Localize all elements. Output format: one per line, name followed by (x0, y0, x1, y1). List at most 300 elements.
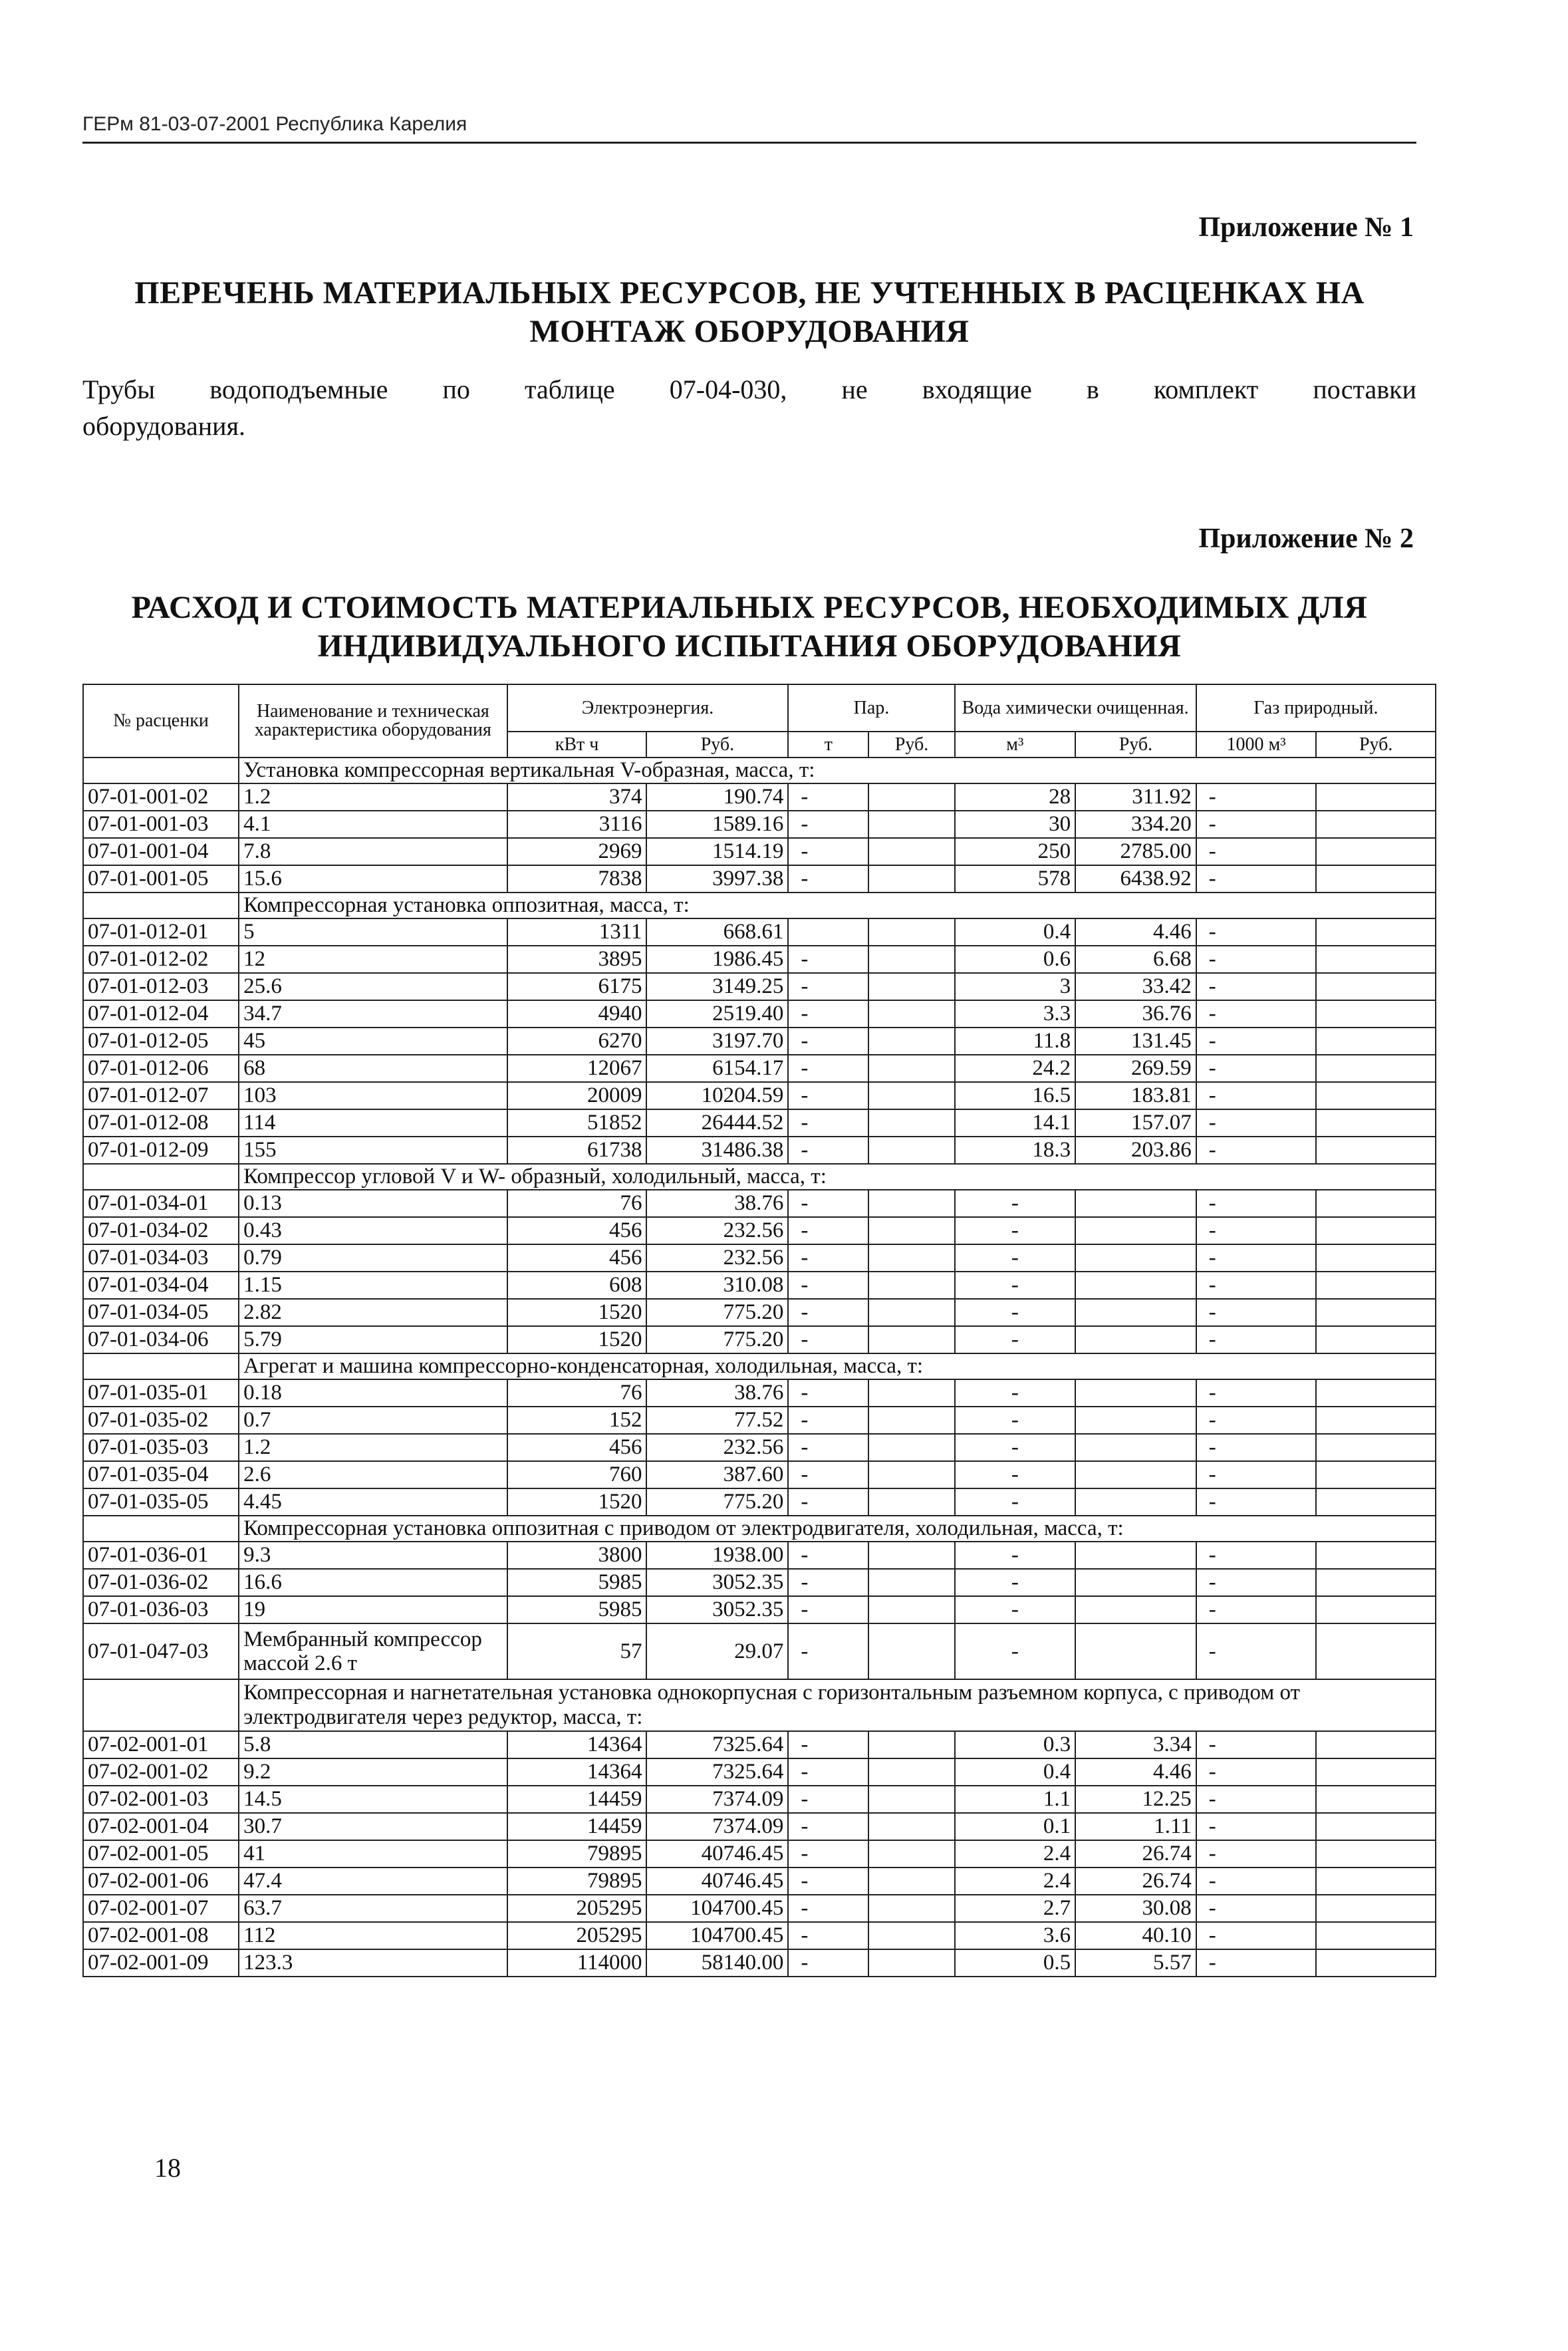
cell-gas-1000m3: - (1196, 1461, 1317, 1488)
cell-code: 07-01-034-03 (83, 1244, 239, 1272)
cell-steam-rub (868, 1000, 954, 1028)
cell-gas-rub (1316, 865, 1436, 893)
cell-water-rub: 269.59 (1075, 1055, 1196, 1082)
cell-name: 12 (239, 946, 507, 973)
cell-water-m3: 578 (955, 865, 1076, 893)
cell-water-m3: 0.6 (955, 946, 1076, 973)
cell-code: 07-02-001-09 (83, 1949, 239, 1977)
cell-electricity-rub: 3052.35 (646, 1596, 788, 1623)
cell-steam-rub (868, 1190, 954, 1217)
cell-water-m3: 2.4 (955, 1840, 1076, 1867)
cell-steam-rub (868, 865, 954, 893)
table-row (83, 1190, 1436, 1217)
cell-electricity-rub: 29.07 (646, 1623, 788, 1679)
unit-m3: м³ (955, 732, 1076, 758)
cell-gas-1000m3: - (1196, 1244, 1317, 1272)
cell-water-rub (1075, 1434, 1196, 1461)
cell-water-rub: 334.20 (1075, 811, 1196, 838)
cell-code: 07-01-012-09 (83, 1137, 239, 1164)
cell-gas-1000m3: - (1196, 838, 1317, 865)
table-row (83, 1949, 1436, 1977)
cell-electricity-rub: 31486.38 (646, 1137, 788, 1164)
cell-water-m3: 0.5 (955, 1949, 1076, 1977)
cell-water-rub: 2785.00 (1075, 838, 1196, 865)
cell-steam-rub (868, 1731, 954, 1758)
cell-water-rub: 26.74 (1075, 1867, 1196, 1895)
cell-steam-t: - (788, 783, 868, 811)
cell-water-m3: 0.1 (955, 1813, 1076, 1840)
cell-gas-1000m3: - (1196, 1867, 1317, 1895)
cell-water-m3: - (955, 1217, 1076, 1244)
cell-steam-rub (868, 1082, 954, 1109)
cell-steam-t (788, 918, 868, 946)
cell-gas-rub (1316, 1786, 1436, 1813)
cell-code: 07-01-035-01 (83, 1379, 239, 1407)
cell-steam-rub (868, 973, 954, 1000)
cell-gas-rub (1316, 1434, 1436, 1461)
cell-electricity-rub: 1986.45 (646, 946, 788, 973)
cell-code: 07-01-012-01 (83, 918, 239, 946)
cell-water-rub (1075, 1623, 1196, 1679)
cell-code: 07-02-001-05 (83, 1840, 239, 1867)
cell-kwh: 14459 (507, 1813, 647, 1840)
table-row (83, 1109, 1436, 1137)
group-code-cell (83, 758, 239, 783)
group-title: Компрессорная установка оппозитная с приводом от электродвигателя, холодильная, масса, т: (239, 1516, 1436, 1542)
cell-steam-rub (868, 1028, 954, 1055)
cell-gas-rub (1316, 783, 1436, 811)
cell-gas-1000m3: - (1196, 1000, 1317, 1028)
cell-name: 0.7 (239, 1407, 507, 1434)
paragraph-word: не (841, 374, 868, 404)
cell-code: 07-01-036-01 (83, 1542, 239, 1569)
cell-electricity-rub: 38.76 (646, 1379, 788, 1407)
cell-code: 07-01-034-05 (83, 1299, 239, 1326)
group-title: Агрегат и машина компрессорно-конденсаторная, холодильная, масса, т: (239, 1353, 1436, 1379)
cell-water-rub (1075, 1488, 1196, 1516)
cell-water-m3: 28 (955, 783, 1076, 811)
cell-water-m3: - (955, 1623, 1076, 1679)
cell-gas-rub (1316, 1949, 1436, 1977)
appendix-1-label: Приложение № 1 (1198, 212, 1414, 243)
cell-code: 07-01-034-06 (83, 1326, 239, 1353)
header-rule (82, 142, 1416, 144)
cell-name: 5.8 (239, 1731, 507, 1758)
cell-code: 07-01-012-07 (83, 1082, 239, 1109)
cell-water-m3: - (955, 1461, 1076, 1488)
cell-code: 07-01-012-03 (83, 973, 239, 1000)
cell-steam-t: - (788, 1000, 868, 1028)
cell-code: 07-01-012-02 (83, 946, 239, 973)
table-row (83, 1379, 1436, 1407)
cell-gas-rub (1316, 1272, 1436, 1299)
cell-name: 9.3 (239, 1542, 507, 1569)
cell-water-rub (1075, 1379, 1196, 1407)
group-code-cell (83, 1679, 239, 1731)
cell-gas-1000m3: - (1196, 918, 1317, 946)
cell-gas-rub (1316, 1407, 1436, 1434)
cell-steam-rub (868, 1922, 954, 1949)
cell-steam-t: - (788, 1840, 868, 1867)
cell-gas-1000m3: - (1196, 1299, 1317, 1326)
cell-steam-rub (868, 1055, 954, 1082)
cell-electricity-rub: 310.08 (646, 1272, 788, 1299)
cell-name: 16.6 (239, 1569, 507, 1596)
cell-electricity-rub: 3197.70 (646, 1028, 788, 1055)
cell-kwh: 76 (507, 1379, 647, 1407)
cell-kwh: 79895 (507, 1840, 647, 1867)
cell-steam-rub (868, 1569, 954, 1596)
cell-steam-t: - (788, 1137, 868, 1164)
appendix-2-label: Приложение № 2 (1198, 523, 1414, 554)
unit-t: т (788, 732, 868, 758)
paragraph-word: по (442, 374, 470, 404)
cell-name: 5 (239, 918, 507, 946)
cell-steam-t: - (788, 865, 868, 893)
cell-steam-rub (868, 1379, 954, 1407)
cell-steam-t: - (788, 1542, 868, 1569)
cell-steam-t: - (788, 1028, 868, 1055)
cell-steam-rub (868, 1299, 954, 1326)
cell-gas-1000m3: - (1196, 1028, 1317, 1055)
cell-steam-rub (868, 918, 954, 946)
cell-water-rub (1075, 1596, 1196, 1623)
cell-name: 5.79 (239, 1326, 507, 1353)
table-row (83, 946, 1436, 973)
cell-electricity-rub: 6154.17 (646, 1055, 788, 1082)
cell-gas-rub (1316, 1055, 1436, 1082)
cell-code: 07-02-001-06 (83, 1867, 239, 1895)
cell-water-rub: 1.11 (1075, 1813, 1196, 1840)
cell-code: 07-01-012-04 (83, 1000, 239, 1028)
table-row (83, 1542, 1436, 1569)
cell-kwh: 57 (507, 1623, 647, 1679)
cell-name: 47.4 (239, 1867, 507, 1895)
cell-steam-rub (868, 811, 954, 838)
unit-rub-water: Руб. (1075, 732, 1196, 758)
cell-steam-rub (868, 1623, 954, 1679)
cell-water-rub: 4.46 (1075, 918, 1196, 946)
cell-name: 114 (239, 1109, 507, 1137)
cell-gas-rub (1316, 1758, 1436, 1786)
cell-electricity-rub: 387.60 (646, 1461, 788, 1488)
table-row (83, 838, 1436, 865)
cell-water-rub (1075, 1461, 1196, 1488)
cell-gas-1000m3: - (1196, 1434, 1317, 1461)
cell-kwh: 3895 (507, 946, 647, 973)
group-code-cell (83, 1516, 239, 1542)
cell-steam-rub (868, 1786, 954, 1813)
cell-gas-1000m3: - (1196, 1922, 1317, 1949)
cell-water-m3: 0.3 (955, 1731, 1076, 1758)
cell-gas-rub (1316, 1299, 1436, 1326)
group-header-row (83, 1679, 1436, 1731)
group-header-row (83, 1516, 1436, 1542)
table-row (83, 1786, 1436, 1813)
col-electricity-header: Электроэнергия. (507, 684, 789, 732)
cell-water-m3: - (955, 1407, 1076, 1434)
cell-name: 68 (239, 1055, 507, 1082)
cell-steam-rub (868, 1434, 954, 1461)
cell-steam-rub (868, 783, 954, 811)
group-title: Компрессорная и нагнетательная установка однокорпусная с горизонтальным разъемном корпуса, с приводом от электродвигателя через редуктор, масса, т: (239, 1679, 1436, 1731)
table-row (83, 918, 1436, 946)
cell-steam-t: - (788, 811, 868, 838)
cell-water-m3: 0.4 (955, 918, 1076, 946)
col-steam-header: Пар. (788, 684, 954, 732)
cell-electricity-rub: 1514.19 (646, 838, 788, 865)
cell-code: 07-01-001-03 (83, 811, 239, 838)
cell-gas-1000m3: - (1196, 1731, 1317, 1758)
cell-code: 07-01-035-05 (83, 1488, 239, 1516)
cell-steam-rub (868, 1461, 954, 1488)
cell-kwh: 456 (507, 1244, 647, 1272)
table-row (83, 1272, 1436, 1299)
cell-name: 34.7 (239, 1000, 507, 1028)
cell-kwh: 14364 (507, 1731, 647, 1758)
cell-water-rub: 5.57 (1075, 1949, 1196, 1977)
cell-name: 1.2 (239, 783, 507, 811)
cell-steam-t: - (788, 1488, 868, 1516)
cell-steam-t: - (788, 1272, 868, 1299)
table-row (83, 783, 1436, 811)
group-code-cell (83, 893, 239, 918)
group-header-row (83, 893, 1436, 918)
cell-steam-t: - (788, 1082, 868, 1109)
cell-steam-t: - (788, 838, 868, 865)
appendix-2-title (82, 589, 1416, 666)
cell-water-m3: 16.5 (955, 1082, 1076, 1109)
cell-water-rub: 33.42 (1075, 973, 1196, 1000)
cell-water-rub: 3.34 (1075, 1731, 1196, 1758)
cell-steam-rub (868, 1895, 954, 1922)
cell-code: 07-01-035-03 (83, 1434, 239, 1461)
cell-steam-rub (868, 1813, 954, 1840)
cell-name: 14.5 (239, 1786, 507, 1813)
table-row (83, 1244, 1436, 1272)
cell-steam-t: - (788, 1758, 868, 1786)
cell-code: 07-01-036-02 (83, 1569, 239, 1596)
cell-name: 2.82 (239, 1299, 507, 1326)
cell-electricity-rub: 668.61 (646, 918, 788, 946)
cell-electricity-rub: 7325.64 (646, 1731, 788, 1758)
cell-gas-rub (1316, 918, 1436, 946)
cell-code: 07-01-035-04 (83, 1461, 239, 1488)
cell-kwh: 79895 (507, 1867, 647, 1895)
paragraph-word: Трубы (82, 374, 156, 404)
cell-electricity-rub: 104700.45 (646, 1922, 788, 1949)
cell-water-m3: 250 (955, 838, 1076, 865)
cell-electricity-rub: 58140.00 (646, 1949, 788, 1977)
cell-gas-rub (1316, 1623, 1436, 1679)
cell-electricity-rub: 7374.09 (646, 1813, 788, 1840)
cell-water-rub (1075, 1190, 1196, 1217)
cell-gas-1000m3: - (1196, 1272, 1317, 1299)
unit-rub-electricity: Руб. (646, 732, 788, 758)
table-row (83, 1569, 1436, 1596)
cell-electricity-rub: 3997.38 (646, 865, 788, 893)
cell-steam-rub (868, 1407, 954, 1434)
cell-steam-t: - (788, 1109, 868, 1137)
group-header-row (83, 1164, 1436, 1190)
cell-water-rub: 6.68 (1075, 946, 1196, 973)
cell-steam-t: - (788, 946, 868, 973)
paragraph-word: 07-04-030, (669, 374, 787, 404)
cell-gas-1000m3: - (1196, 1840, 1317, 1867)
cell-kwh: 374 (507, 783, 647, 811)
cell-steam-t: - (788, 1190, 868, 1217)
cell-name: 1.15 (239, 1272, 507, 1299)
cell-gas-rub (1316, 1461, 1436, 1488)
table-row (83, 1434, 1436, 1461)
cell-gas-1000m3: - (1196, 1488, 1317, 1516)
cell-gas-rub (1316, 1488, 1436, 1516)
running-header: ГЕРм 81-03-07-2001 Республика Карелия (82, 113, 467, 135)
cell-code: 07-01-035-02 (83, 1407, 239, 1434)
cell-kwh: 12067 (507, 1055, 647, 1082)
cell-gas-1000m3: - (1196, 1326, 1317, 1353)
cell-water-m3: 14.1 (955, 1109, 1076, 1137)
table-row (83, 811, 1436, 838)
cell-electricity-rub: 7374.09 (646, 1786, 788, 1813)
cell-name: 15.6 (239, 865, 507, 893)
cell-steam-rub (868, 1217, 954, 1244)
cell-steam-t: - (788, 1949, 868, 1977)
cell-gas-1000m3: - (1196, 1569, 1317, 1596)
cell-gas-rub (1316, 1922, 1436, 1949)
cell-steam-rub (868, 1137, 954, 1164)
cell-steam-rub (868, 1758, 954, 1786)
cell-code: 07-01-012-06 (83, 1055, 239, 1082)
cell-electricity-rub: 10204.59 (646, 1082, 788, 1109)
cell-steam-rub (868, 1867, 954, 1895)
cell-steam-rub (868, 946, 954, 973)
cell-electricity-rub: 1589.16 (646, 811, 788, 838)
table-row (83, 1137, 1436, 1164)
cell-gas-rub (1316, 1379, 1436, 1407)
cell-water-m3: - (955, 1244, 1076, 1272)
cell-electricity-rub: 40746.45 (646, 1840, 788, 1867)
cell-electricity-rub: 77.52 (646, 1407, 788, 1434)
paragraph-word: водоподъемные (209, 374, 388, 404)
cell-gas-1000m3: - (1196, 1623, 1317, 1679)
cell-name: 0.43 (239, 1217, 507, 1244)
cell-kwh: 14459 (507, 1786, 647, 1813)
cell-water-m3: 2.4 (955, 1867, 1076, 1895)
cell-gas-rub (1316, 1596, 1436, 1623)
cell-water-rub: 12.25 (1075, 1786, 1196, 1813)
cell-electricity-rub: 26444.52 (646, 1109, 788, 1137)
cell-gas-1000m3: - (1196, 946, 1317, 973)
cell-steam-t: - (788, 1326, 868, 1353)
cell-name: 0.79 (239, 1244, 507, 1272)
cell-kwh: 20009 (507, 1082, 647, 1109)
cell-code: 07-01-012-05 (83, 1028, 239, 1055)
cell-code: 07-02-001-03 (83, 1786, 239, 1813)
appendix-1-title-line1: ПЕРЕЧЕНЬ МАТЕРИАЛЬНЫХ РЕСУРСОВ, НЕ УЧТЕННЫХ В РАСЦЕНКАХ НА (134, 275, 1365, 311)
cell-steam-t: - (788, 1217, 868, 1244)
cell-gas-rub (1316, 1895, 1436, 1922)
cell-gas-1000m3: - (1196, 973, 1317, 1000)
cell-water-m3: 30 (955, 811, 1076, 838)
appendix-1-text-line1 (82, 371, 1416, 408)
cell-code: 07-01-034-04 (83, 1272, 239, 1299)
cell-electricity-rub: 3149.25 (646, 973, 788, 1000)
cell-steam-t: - (788, 1623, 868, 1679)
cell-kwh: 205295 (507, 1895, 647, 1922)
paragraph-word: таблице (525, 374, 615, 404)
cell-gas-rub (1316, 946, 1436, 973)
cell-kwh: 7838 (507, 865, 647, 893)
cell-kwh: 2969 (507, 838, 647, 865)
cell-water-m3: 11.8 (955, 1028, 1076, 1055)
cell-water-rub: 311.92 (1075, 783, 1196, 811)
table-row (83, 1596, 1436, 1623)
cell-name: 155 (239, 1137, 507, 1164)
cell-steam-rub (868, 1542, 954, 1569)
table-row (83, 1082, 1436, 1109)
cell-gas-1000m3: - (1196, 1786, 1317, 1813)
table-row (83, 1813, 1436, 1840)
cell-electricity-rub: 232.56 (646, 1434, 788, 1461)
col-code-header: № расценки (83, 684, 239, 758)
cell-kwh: 760 (507, 1461, 647, 1488)
col-water-header: Вода химически очищенная. (955, 684, 1196, 732)
table-row (83, 1461, 1436, 1488)
table-row (83, 1922, 1436, 1949)
cell-name: 9.2 (239, 1758, 507, 1786)
table-row (83, 1028, 1436, 1055)
col-name-header: Наименование и техническая характеристика оборудования (239, 684, 507, 758)
table-row (83, 1299, 1436, 1326)
cell-water-rub (1075, 1569, 1196, 1596)
cell-water-rub (1075, 1407, 1196, 1434)
cell-gas-1000m3: - (1196, 1758, 1317, 1786)
appendix-2-title-line2: ИНДИВИДУАЛЬНОГО ИСПЫТАНИЯ ОБОРУДОВАНИЯ (317, 628, 1182, 664)
cell-name: 19 (239, 1596, 507, 1623)
cell-electricity-rub: 1938.00 (646, 1542, 788, 1569)
table-row (83, 1217, 1436, 1244)
cell-electricity-rub: 190.74 (646, 783, 788, 811)
cell-steam-rub (868, 1244, 954, 1272)
cell-name: 103 (239, 1082, 507, 1109)
paragraph-word: в (1086, 374, 1099, 404)
cell-kwh: 1311 (507, 918, 647, 946)
cell-steam-t: - (788, 1895, 868, 1922)
cell-gas-rub (1316, 1217, 1436, 1244)
unit-rub-steam: Руб. (868, 732, 954, 758)
appendix-1-title-line2: МОНТАЖ ОБОРУДОВАНИЯ (529, 314, 970, 349)
cell-gas-rub (1316, 838, 1436, 865)
paragraph-word: входящие (922, 374, 1032, 404)
cell-steam-rub (868, 1949, 954, 1977)
cell-gas-1000m3: - (1196, 1813, 1317, 1840)
cell-steam-t: - (788, 1299, 868, 1326)
group-title: Компрессорная установка оппозитная, масса, т: (239, 893, 1436, 918)
cell-gas-1000m3: - (1196, 811, 1317, 838)
cell-water-rub: 157.07 (1075, 1109, 1196, 1137)
table-row (83, 1000, 1436, 1028)
cell-steam-rub (868, 1840, 954, 1867)
cell-steam-t: - (788, 973, 868, 1000)
cell-name: 30.7 (239, 1813, 507, 1840)
unit-1000m3: 1000 м³ (1196, 732, 1317, 758)
cell-electricity-rub: 775.20 (646, 1326, 788, 1353)
cell-name: 0.18 (239, 1379, 507, 1407)
cell-kwh: 205295 (507, 1922, 647, 1949)
cell-kwh: 6270 (507, 1028, 647, 1055)
group-header-row (83, 1353, 1436, 1379)
